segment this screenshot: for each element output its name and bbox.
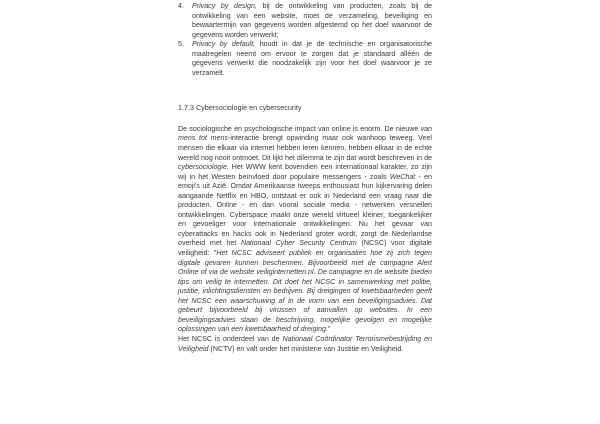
list-lead-term: Privacy by default,: [192, 40, 256, 49]
section-heading: 1.7.3 Cybersociologie en cybersecurity: [178, 103, 302, 113]
text-run: -interactie brengt opwinding maar ook wanhoop teweeg. Veel mensen die elkaar via internet hebben leren kennen, hebben elkaar in de echte wereld nog nooit ontmoet. Dit lijkt het dilemma te zijn dat wordt beschreven in de: [178, 134, 432, 162]
list-body: houdt in dat je de technische en organisatorische maatregelen neemt om ervoor te zorgen dat je standaard alléén de gegevens verwerkt die noodzakelijk zijn voor het doel waarvoor je ze verzamelt.: [192, 40, 432, 77]
text-run: Het NCSC is onderdeel van de: [178, 334, 283, 343]
paragraph-1: [178, 125, 432, 335]
body-text: [178, 125, 432, 354]
text-run: (NCTV) en valt onder het ministerie van Justitie en Veiligheid.: [208, 344, 404, 353]
list-item-5: [178, 40, 432, 78]
list-number: 5.: [178, 40, 184, 49]
list-text: [192, 2, 432, 40]
text-run: De sociologische en psychologische impact van online is enorm. De nieuwe: [178, 124, 421, 133]
text-run: . Het WWW kent bovendien een internationaal karakter, zo zijn wij in het Westen beïnvloed door populaire messengers - zoals: [178, 163, 432, 181]
list-number: 4.: [178, 2, 184, 10]
list-item-4: [178, 2, 432, 40]
text-run: ": [327, 325, 331, 334]
emphasis: van mens tot mens: [178, 124, 432, 143]
list-text: [192, 40, 432, 78]
list-lead-term: Privacy by design,: [192, 2, 257, 10]
emphasis: Nationaal Coördinator Terrorismebestrijding en Veiligheid: [178, 334, 432, 353]
list-body: bij de ontwikkeling van producten, zoals bij de ontwikkeling van een website, moet de verzameling, beveiliging en bewaartermijn van gegevens worden afgestemd op het doel waarvoor de gegevens worden verwerkt;: [192, 2, 432, 39]
emphasis: WeChat: [389, 172, 416, 181]
text-column: [178, 2, 432, 354]
paragraph-2: [178, 335, 432, 354]
emphasis: cybersociologie: [178, 163, 227, 172]
emphasis: Nationaal Cyber Security Centrum: [240, 239, 357, 248]
text-run: - en emoji's uit Azië. Omdat Amerikaanse tweeps enthousiast hun kijkervaring delen aangaande Netflix en HBO, ontstaat er ook in Nederland een vraag naar die producten. Online - en dan vooral sociale media - netwerken versnellen ontwikkelingen. Cyberspace maakt onze wereld virtueel kleiner, toegankelijker en gevoeliger voor internationale ontwikkelingen. Nu het gevaar van cyberattacks en hacks ook in Nederland groter wordt, zorgt de Nederlandse overheid met het: [178, 172, 432, 248]
text-run: (NCSC) voor digitale veiligheid: ": [178, 239, 432, 258]
ncsc-quote: Het NCSC adviseert publiek en organisaties hoe zij zich tegen digitale gevaren kunnen beschermen. Bijvoorbeeld met de campagne Alert Online of via de website veiliginternetten.nl. De campagne en de website bieden tips om veilig te internetten. Dit doet het NCSC in samenwerking met politie, justitie, inlichtingsdiensten en bedrijven. Bij dreigingen of kwetsbaarheden geeft het NCSC een waarschuwing af in de vorm van een beveiligingsadvies. Dat gebeurt bijvoorbeeld bij virussen of aanvallen op websites. In een beveiligingsadvies staan de beschrijving, mogelijke gevolgen en mogelijke oplossingen van een kwetsbaarheid of dreiging.: [178, 249, 432, 334]
